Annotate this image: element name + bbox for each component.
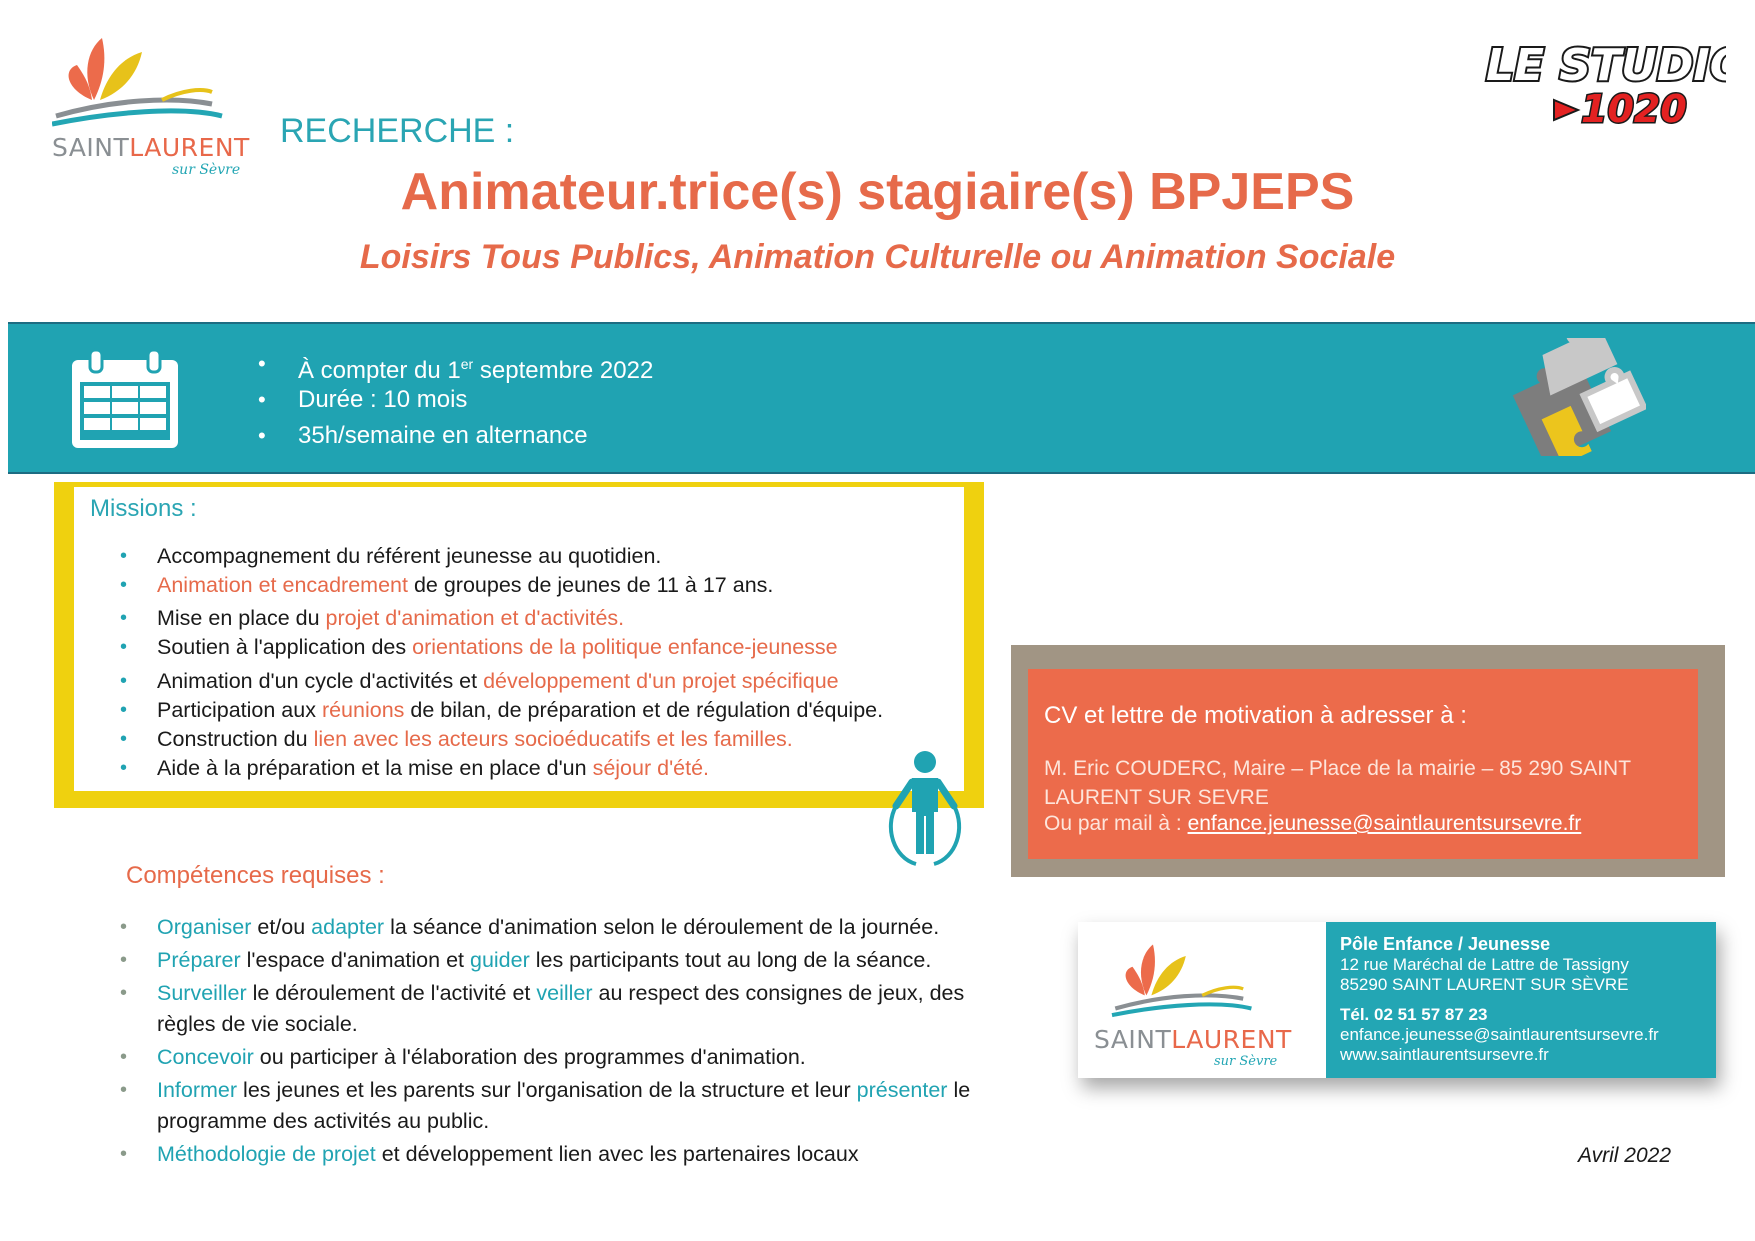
pole-website[interactable]: www.saintlaurentsursevre.fr: [1340, 1045, 1549, 1064]
mission-item: • Soutien à l'application des orientations de la politique enfance-jeunesse: [120, 633, 883, 662]
puzzle-icon: [1510, 338, 1646, 456]
date-label: Avril 2022: [1578, 1144, 1672, 1167]
mission-item: • Mise en place du projet d'animation et d'activités.: [120, 604, 883, 633]
pole-email[interactable]: enfance.jeunesse@saintlaurentsursevre.fr: [1340, 1025, 1659, 1044]
studio-1020-logo: [1476, 18, 1726, 130]
competence-item: • Méthodologie de projet et développement lien avec les partenaires locaux: [120, 1139, 1020, 1170]
recherche-label: RECHERCHE :: [280, 112, 515, 150]
pole-logo: [1094, 938, 1314, 1068]
competences-list: [120, 912, 1020, 1172]
mission-item: • Aide à la préparation et la mise en place d'un séjour d'été.: [120, 754, 883, 783]
logo-subtitle: sur Sèvre: [172, 162, 241, 178]
cv-mail-line: Ou par mail à : enfance.jeunesse@saintlaurentsursevre.fr: [1044, 812, 1582, 835]
page-title: Animateur.trice(s) stagiaire(s) BPJEPS: [400, 163, 1355, 221]
competences-title: Compétences requises :: [126, 862, 385, 889]
studio-logo-text: LE STUDIO: [1486, 40, 1726, 91]
logo-wordmark: SAINTLAURENT: [52, 133, 250, 162]
pole-title: Pôle Enfance / Jeunesse: [1340, 934, 1551, 954]
cv-mail-link[interactable]: enfance.jeunesse@saintlaurentsursevre.fr: [1187, 812, 1582, 835]
pole-phone: Tél. 02 51 57 87 23: [1340, 1005, 1488, 1024]
competence-item: • Préparer l'espace d'animation et guider les participants tout au long de la séance.: [120, 945, 1020, 976]
cv-address: M. Eric COUDERC, Maire – Place de la mairie – 85 290 SAINT LAURENT SUR SEVRE: [1044, 757, 1631, 809]
calendar-icon: [70, 348, 180, 450]
competence-item: • Organiser et/ou adapter la séance d'animation selon le déroulement de la journée.: [120, 912, 1020, 943]
mission-item: • Animation d'un cycle d'activités et développement d'un projet spécifique: [120, 667, 883, 696]
pole-address-1: 12 rue Maréchal de Lattre de Tassigny: [1340, 955, 1629, 974]
mission-item: • Accompagnement du référent jeunesse au quotidien.: [120, 542, 883, 571]
info-list: [258, 346, 653, 454]
missions-title: Missions :: [90, 495, 197, 522]
info-item-hours: • 35h/semaine en alternance: [258, 418, 653, 454]
pole-logo-subtitle: sur Sèvre: [1214, 1054, 1278, 1069]
cv-title: CV et lettre de motivation à adresser à :: [1044, 702, 1467, 729]
page-subtitle: Loisirs Tous Publics, Animation Culturelle ou Animation Sociale: [359, 238, 1396, 276]
missions-list: [120, 542, 883, 783]
mission-item: • Animation et encadrement de groupes de jeunes de 11 à 17 ans.: [120, 571, 883, 600]
jump-rope-icon: [884, 748, 966, 868]
butterfly-logo-icon: [52, 30, 252, 130]
play-icon: [1554, 100, 1578, 120]
info-item-start: • À compter du 1er septembre 2022: [258, 346, 653, 382]
competence-item: • Informer les jeunes et les parents sur l'organisation de la structure et leur présenter le programme des activités au public.: [120, 1075, 1020, 1137]
mission-item: • Construction du lien avec les acteurs socioéducatifs et les familles.: [120, 725, 883, 754]
studio-logo-number: 1020: [1581, 87, 1687, 130]
mission-item: • Participation aux réunions de bilan, de préparation et de régulation d'équipe.: [120, 696, 883, 725]
competence-item: • Concevoir ou participer à l'élaboration des programmes d'animation.: [120, 1042, 1020, 1073]
saint-laurent-logo: [52, 30, 252, 178]
pole-logo-wordmark: SAINTLAURENT: [1094, 1025, 1292, 1054]
pole-address-2: 85290 SAINT LAURENT SUR SÈVRE: [1340, 975, 1629, 994]
info-item-duration: • Durée : 10 mois: [258, 382, 653, 418]
butterfly-logo-icon: [1094, 938, 1294, 1020]
competence-item: • Surveiller le déroulement de l'activité et veiller au respect des consignes de jeux, des règles de vie sociale.: [120, 978, 1020, 1040]
